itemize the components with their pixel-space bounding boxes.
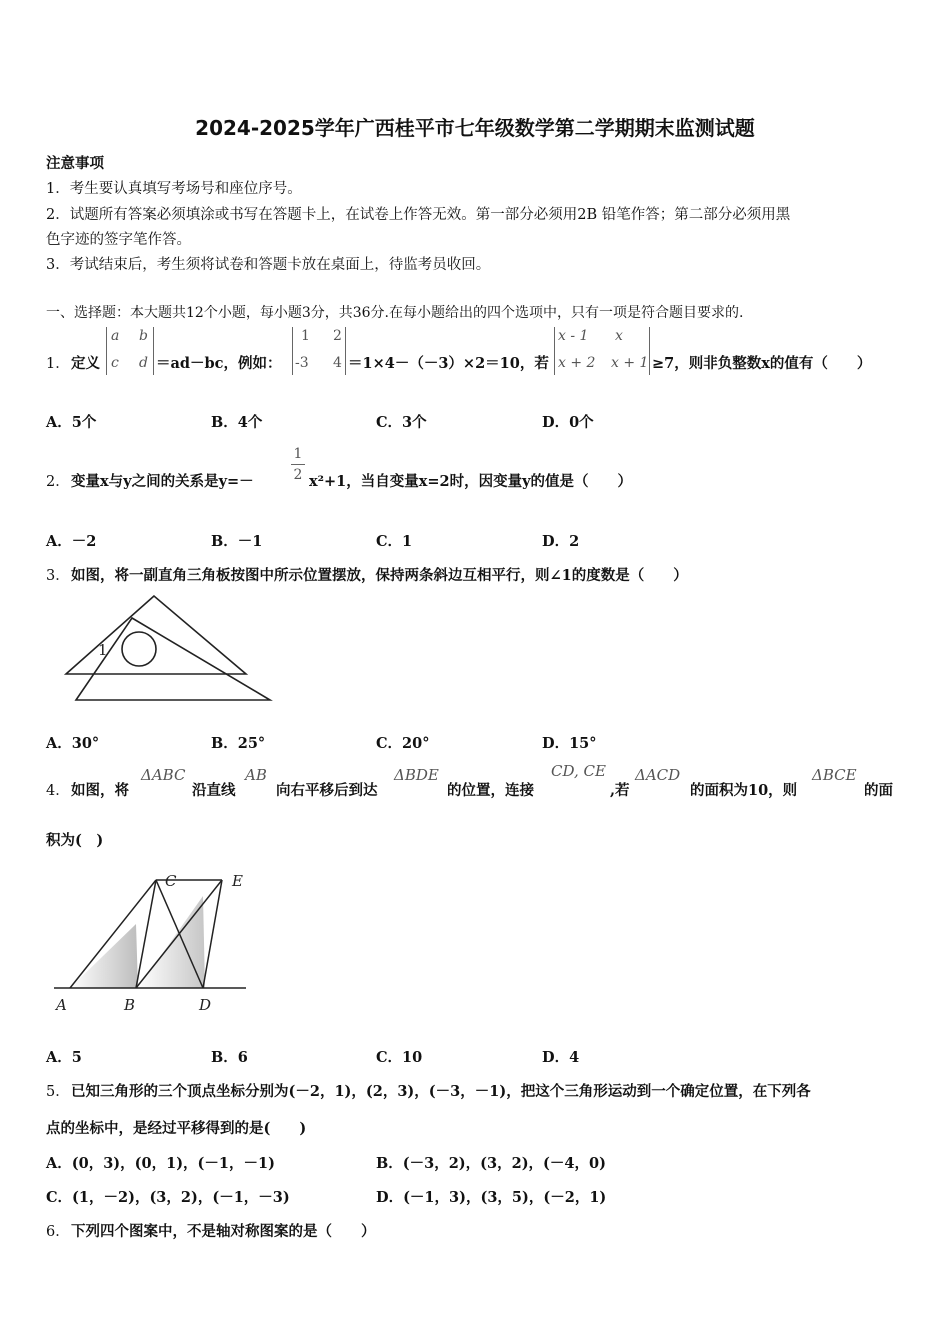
q2-option-b[interactable]: B．－1: [211, 533, 263, 550]
q1-number: 1．: [46, 356, 70, 372]
q5-option-b[interactable]: B．(－3，2)，(3，2)，(－4，0): [376, 1155, 606, 1172]
q1-option-d[interactable]: D．0个: [542, 414, 594, 431]
q6-number: 6．: [46, 1224, 70, 1240]
q1-matrix-condition: x - 1 x x + 2 x + 1: [554, 327, 650, 375]
q1-matrix-example: 1 2 -3 4: [292, 327, 346, 375]
q4-text-5: ,若: [610, 782, 630, 799]
q4-text-3: 向右平移后到达: [276, 782, 378, 799]
notice-item: 色字迹的签字笔作答。: [46, 232, 191, 248]
q4-text-2: 沿直线: [192, 782, 236, 799]
section-heading: 一、选择题：本大题共12个小题，每小题3分，共36分.在每小题给出的四个选项中，只有一项是符合题目要求的.: [46, 305, 744, 321]
q4-label-d: D: [199, 996, 212, 1014]
q2-option-c[interactable]: C．1: [376, 533, 413, 550]
q5-option-d[interactable]: D．(－1，3)，(3，5)，(－2，1): [376, 1189, 607, 1206]
q5-question: 已知三角形的三个顶点坐标分别为(－2，1)，(2，3)，(－3，－1)，把这个三角形运动到一个确定位置，在下列各: [71, 1083, 811, 1100]
q5-option-a[interactable]: A．(0，3)，(0，1)，(－1，－1): [46, 1155, 275, 1172]
q1-pre: 定义: [71, 355, 100, 372]
q3-triangle-upper: [66, 596, 246, 674]
q4-label-a: A: [56, 996, 67, 1014]
q4-option-d[interactable]: D．4: [542, 1049, 580, 1066]
q4-label-e: E: [232, 872, 243, 890]
q4-sym-acd: ΔACD: [635, 766, 681, 784]
q4-label-c: C: [165, 872, 177, 890]
notice-item: 2．试题所有答案必须填涂或书写在答题卡上，在试卷上作答无效。第一部分必须用2B 铅笔作答；第二部分必须用黑: [46, 207, 791, 223]
q1-matrix-def: a b c d: [106, 327, 154, 375]
q4-sym-ab: AB: [245, 766, 267, 784]
q1-question: ≥7，则非负整数x的值有（ ）: [652, 355, 872, 372]
q4-text-line2: 积为( ): [46, 832, 104, 849]
q4-sym-cdce: CD, CE: [551, 762, 606, 780]
q4-segment-de: [203, 880, 222, 988]
q1-example: ＝1×4－（－3）×2＝10，若: [348, 355, 549, 372]
q3-option-d[interactable]: D．15°: [542, 735, 597, 752]
q4-sym-abc: ΔABC: [141, 766, 186, 784]
q4-sym-bde: ΔBDE: [394, 766, 439, 784]
q5-option-c[interactable]: C．(1，－2)，(3，2)，(－1，－3): [46, 1189, 290, 1206]
q4-option-c[interactable]: C．10: [376, 1049, 423, 1066]
q4-text-6: 的面积为10，则: [690, 782, 798, 799]
q1-option-b[interactable]: B．4个: [211, 414, 263, 431]
q3-figure: [60, 592, 275, 707]
q2-option-a[interactable]: A．－2: [46, 533, 97, 550]
q3-option-b[interactable]: B．25°: [211, 735, 266, 752]
q5-number: 5．: [46, 1084, 70, 1100]
q4-sym-bce: ΔBCE: [812, 766, 857, 784]
q4-number: 4．: [46, 783, 70, 799]
q2-number: 2．: [46, 474, 70, 490]
notice-heading: 注意事项: [46, 155, 104, 172]
q3-option-a[interactable]: A．30°: [46, 735, 100, 752]
q3-option-c[interactable]: C．20°: [376, 735, 430, 752]
q3-triangle-lower: [76, 618, 270, 700]
q1-option-a[interactable]: A．5个: [46, 414, 97, 431]
q6-question: 下列四个图案中，不是轴对称图案的是（ ）: [71, 1223, 376, 1240]
q3-question: 如图，将一副直角三角板按图中所示位置摆放，保持两条斜边互相平行，则∠1的度数是（ ）: [71, 567, 688, 584]
notice-item: 3．考试结束后，考生须将试卷和答题卡放在桌面上，待监考员收回。: [46, 257, 491, 273]
q4-figure: [48, 866, 253, 1016]
q1-definition: ＝ad－bc，例如：: [156, 355, 282, 372]
q4-option-a[interactable]: A．5: [46, 1049, 82, 1066]
q4-option-b[interactable]: B．6: [211, 1049, 248, 1066]
q4-label-b: B: [124, 996, 136, 1014]
page-title: 2024-2025学年广西桂平市七年级数学第二学期期末监测试题: [195, 116, 755, 140]
q4-text-7: 的面: [864, 782, 893, 799]
q3-angle-label: 1: [98, 641, 108, 659]
q2-question: x²+1，当自变量x=2时，因变量y的值是（ ）: [309, 473, 633, 490]
q3-number: 3．: [46, 568, 70, 584]
q2-fraction: 1 2: [291, 445, 305, 484]
notice-item: 1．考生要认真填写考场号和座位序号。: [46, 181, 302, 197]
q4-text-4: 的位置，连接: [447, 782, 534, 799]
q5-question-line2: 点的坐标中，是经过平移得到的是( ): [46, 1120, 307, 1137]
q4-shaded-right: [138, 896, 205, 988]
q3-circle: [122, 632, 156, 666]
q1-option-c[interactable]: C．3个: [376, 414, 427, 431]
q4-shaded-left: [70, 924, 138, 988]
q2-pre: 变量x与y之间的关系是y=－: [71, 473, 254, 490]
q4-text-1: 如图，将: [71, 782, 129, 799]
q2-option-d[interactable]: D．2: [542, 533, 580, 550]
